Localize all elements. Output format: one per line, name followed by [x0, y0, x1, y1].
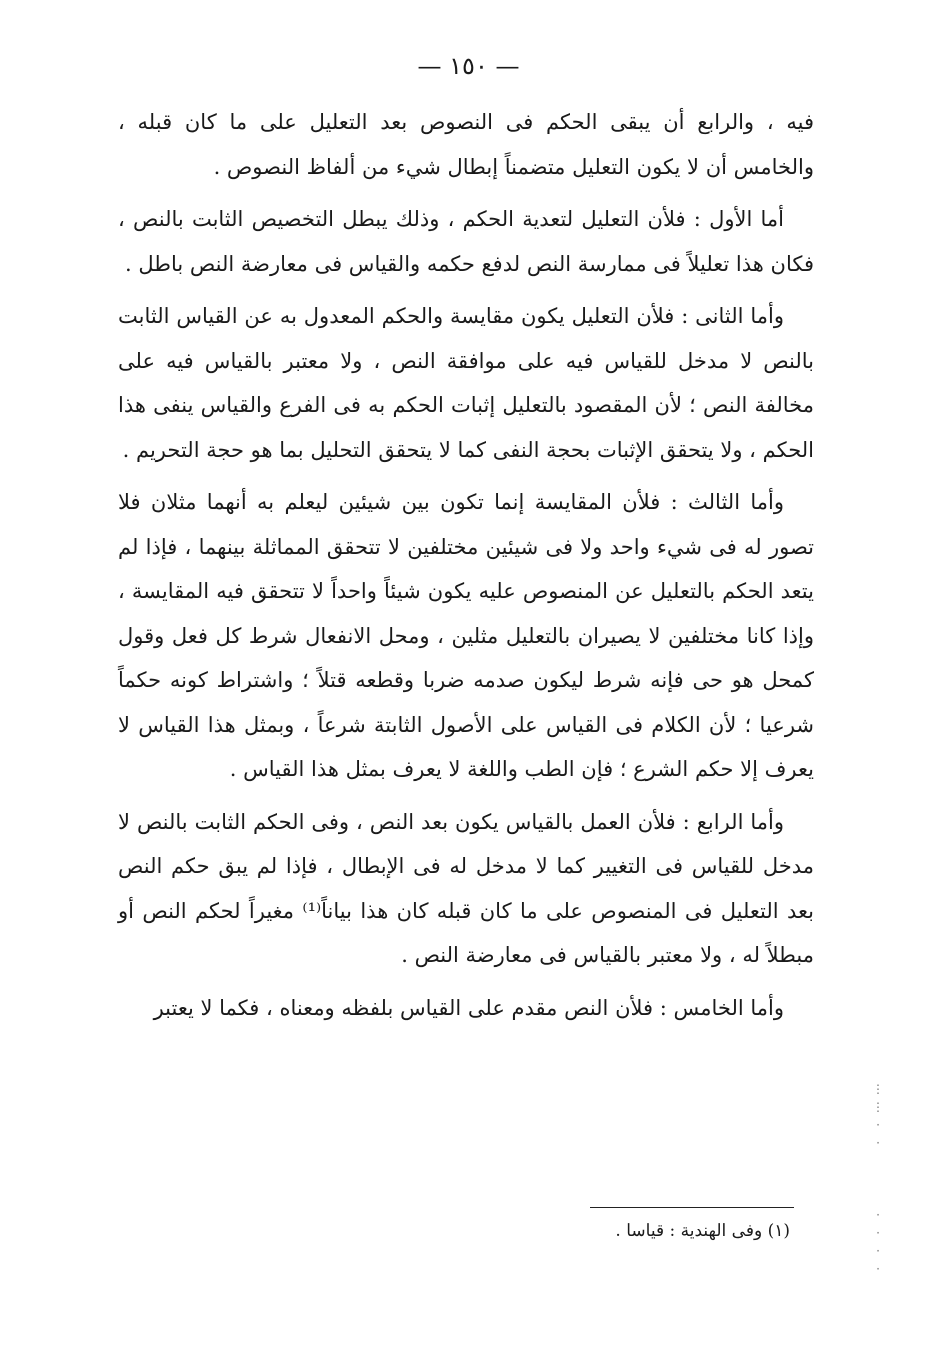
paragraph-3: وأما الثانى : فلأن التعليل يكون مقايسة والحكم المعدول به عن القياس الثابت بالنص لا مدخل للقياس فيه على موافقة النص ، ولا معتبر بالقياس فيه على مخالفة النص ؛ لأن المقصود بالتعليل إثبات الحكم به فى الفرع والقياس ينفى هذا الحكم ، ولا يتحقق الإثبات بحجة النفى كما لا يتحقق التحليل بما هو حجة التحريم .: [118, 304, 814, 462]
body-text: [118, 100, 814, 1038]
paragraph-4: وأما الثالث : فلأن المقايسة إنما تكون بين شيئين ليعلم به أنهما مثلان فلا تصور له فى شيء واحد ولا فى شيئين مختلفين لا تتحقق المماثلة بينهما ، فإذا لم يتعد الحكم بالتعليل عن المنصوص عليه يكون شيئاً واحداً لا تتحقق فيه المقايسة ، وإذا كانا مختلفين لا يصيران بالتعليل مثلين ، ومحل الانفعال شرط كل فعل وقول كمحل هو حى فإنه شرط ليكون صدمه ضربا وقطعه قتلاً ؛ واشتراط كونه حكماً شرعيا ؛ لأن الكلام فى القياس على الأصول الثابتة شرعاً ، وبمثل هذا القياس لا يعرف إلا حكم الشرع ؛ فإن الطب واللغة لا يعرف بمثل هذا القياس .: [118, 490, 815, 781]
paragraph-1: فيه ، والرابع أن يبقى الحكم فى النصوص بعد التعليل على ما كان قبله ، والخامس أن لا يكون التعليل متضمناً إبطال شيء من ألفاظ النصوص .: [118, 110, 814, 179]
scan-margin-marks: ⋮ ⋮ · · · · · ·: [872, 1082, 884, 1276]
footnote-divider: [590, 1207, 794, 1208]
paragraph-6: وأما الخامس : فلأن النص مقدم على القياس بلفظه ومعناه ، فكما لا يعتبر: [153, 995, 784, 1020]
paragraph-5: وأما الرابع : فلأن العمل بالقياس يكون بعد النص ، وفى الحكم الثابت بالنص لا مدخل للقياس فى التغيير كما لا مدخل له فى الإبطال ، فإذا لم يبق حكم النص بعد التعليل فى المنصوص على ما كان قبله كان هذا بياناً⁽¹⁾ مغيراً لحكم النص أو مبطلاً له ، ولا معتبر بالقياس فى معارضة النص .: [118, 809, 814, 967]
page-number: — ١٥٠ —: [417, 52, 520, 80]
footnote: (١) وفى الهندية : قياسا .: [615, 1221, 790, 1241]
paragraph-2: أما الأول : فلأن التعليل لتعدية الحكم ، وذلك يبطل التخصيص الثابت بالنص ، فكان هذا تعليلاً فى ممارسة النص لدفع حكمه والقياس فى معارضة النص باطل .: [118, 207, 814, 276]
